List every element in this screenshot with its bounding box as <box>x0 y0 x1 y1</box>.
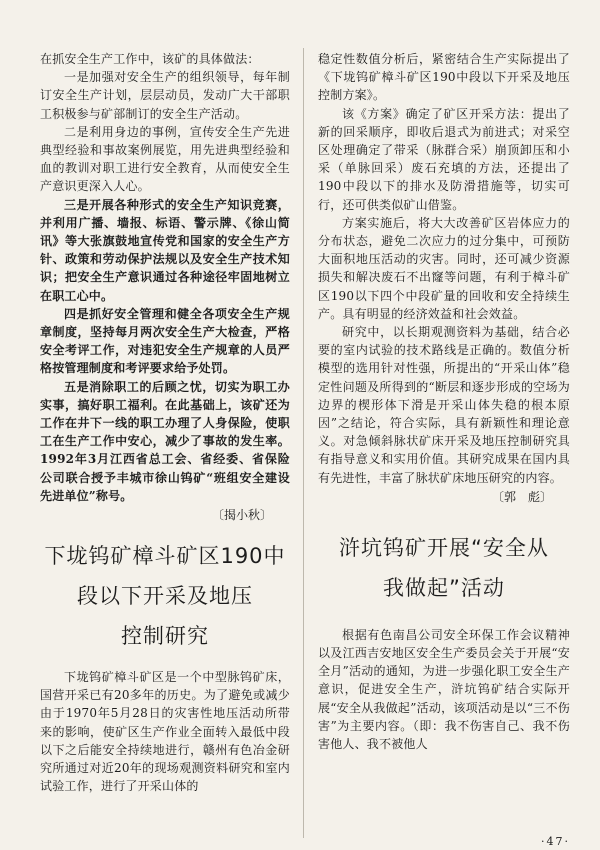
column-divider <box>303 48 304 838</box>
title-line: 控制研究 <box>121 624 209 649</box>
point-5: 五是消除职工的后顾之忧，切实为职工办实事，搞好职工福利。在此基础上，该矿还为工作在井下一线的职工办理了人身保险，使职工在生产工作中安心，减少了事故的发生率。1992年3月江西省总工会、省经委、省保险公司联合授予丰城市徐山钨矿“班组安全建设先进单位”称号。 <box>40 379 290 503</box>
author-signature: 〔揭小秋〕 <box>211 508 272 523</box>
left-column <box>40 50 290 796</box>
title-line: 我做起”活动 <box>383 575 505 600</box>
point-3: 三是开展各种形式的安全生产知识竞赛，并利用广播、墙报、标语、警示牌、《徐山简讯》等大张旗鼓地宣传党和国家的安全生产方针、政策和劳动保护法规以及安全生产技术知识；把安全生产意识通过各种途径牢固地树立在职工心中。 <box>40 197 290 303</box>
right-column <box>318 50 570 753</box>
article-paragraph: 下垅钨矿樟斗矿区是一个中型脉钨矿床，国营开采已有20多年的历史。为了避免或减少由于1970年5月28日的灾害性地压活动所带来的影响，使矿区生产作业全面转入最低中段以下之后能安全持续地进行，赣州有色冶金研究所通过对近20年的现场观测资料研究和室内试验工作，进行了开采山体的 <box>40 670 290 794</box>
intro-line: 在抓安全生产工作中，该矿的具体做法： <box>40 52 260 66</box>
page-number: ·47· <box>541 835 570 848</box>
article-title-xialong <box>40 536 290 656</box>
article-title-hukeng <box>318 528 570 608</box>
article-paragraph: 方案实施后，将大大改善矿区岩体应力的分布状态，避免二次应力的过分集中，可预防大面积地压活动的灾害。同时，还可减少资源损失和解决废石不出窿等问题，有利于樟斗矿区190以下四个中段矿量的回收和安全持续生产。具有明显的经济效益和社会效益。 <box>318 215 570 321</box>
point-1: 一是加强对安全生产的组织领导，每年制订安全生产计划，层层动员，发动广大干部职工积极参与矿部制订的安全生产活动。 <box>40 70 290 121</box>
point-2: 二是利用身边的事例，宣传安全生产先进典型经验和事故案例展览，用先进典型经验和血的教训对职工进行安全教育，从而使安全生产意识更深入人心。 <box>40 124 290 194</box>
point-4: 四是抓好安全管理和健全各项安全生产规章制度，坚持每月两次安全生产大检查，严格安全考评工作，对违犯安全生产规章的人员严格按管理制度和考评要求给予处罚。 <box>40 306 290 376</box>
title-line: 浒坑钨矿开展“安全从 <box>339 535 549 560</box>
title-line: 下垅钨矿樟斗矿区190中 <box>44 544 286 569</box>
author-signature: 〔郭 彪〕 <box>491 489 552 504</box>
article-paragraph: 稳定性数值分析后，紧密结合生产实际提出了《下垅钨矿樟斗矿区190中段以下开采及地压控制方案》。 <box>318 52 570 103</box>
article-paragraph: 研究中，以长期观测资料为基础，结合必要的室内试验的技术路线是正确的。数值分析模型的选用针对性强，所提出的“开采山体”稳定性问题及所得到的“断层和逐步形成的空场为边界的楔形体下滑是开采山体失稳的根本原因”之结论，符合实际，具有新颖性和理论意义。对急倾斜脉状矿床开采及地压控制研究具有指导意义和实用价值。其研究成果在国内具有先进性，丰富了脉状矿床地压研究的内容。 <box>318 325 570 485</box>
article-paragraph: 根据有色南昌公司安全环保工作会议精神以及江西吉安地区安全生产委员会关于开展“安全月”活动的通知，为进一步强化职工安全生产意识，促进安全生产，浒坑钨矿结合实际开展“安全从我做起”活动，该项活动是以“三不伤害”为主要内容。（即：我不伤害自己、我不伤害他人、我不被他人 <box>318 627 570 752</box>
article-paragraph: 该《方案》确定了矿区开采方法：提出了新的回采顺序，即收后退式为前进式；对采空区处理确定了带采（脉群合采）崩顶卸压和小采（单脉回采）废石充填的方法，还提出了190中段以下的排水及防滑措施等，切实可行，还可供类似矿山借鉴。 <box>318 106 570 212</box>
title-line: 段以下开采及地压 <box>77 584 253 609</box>
